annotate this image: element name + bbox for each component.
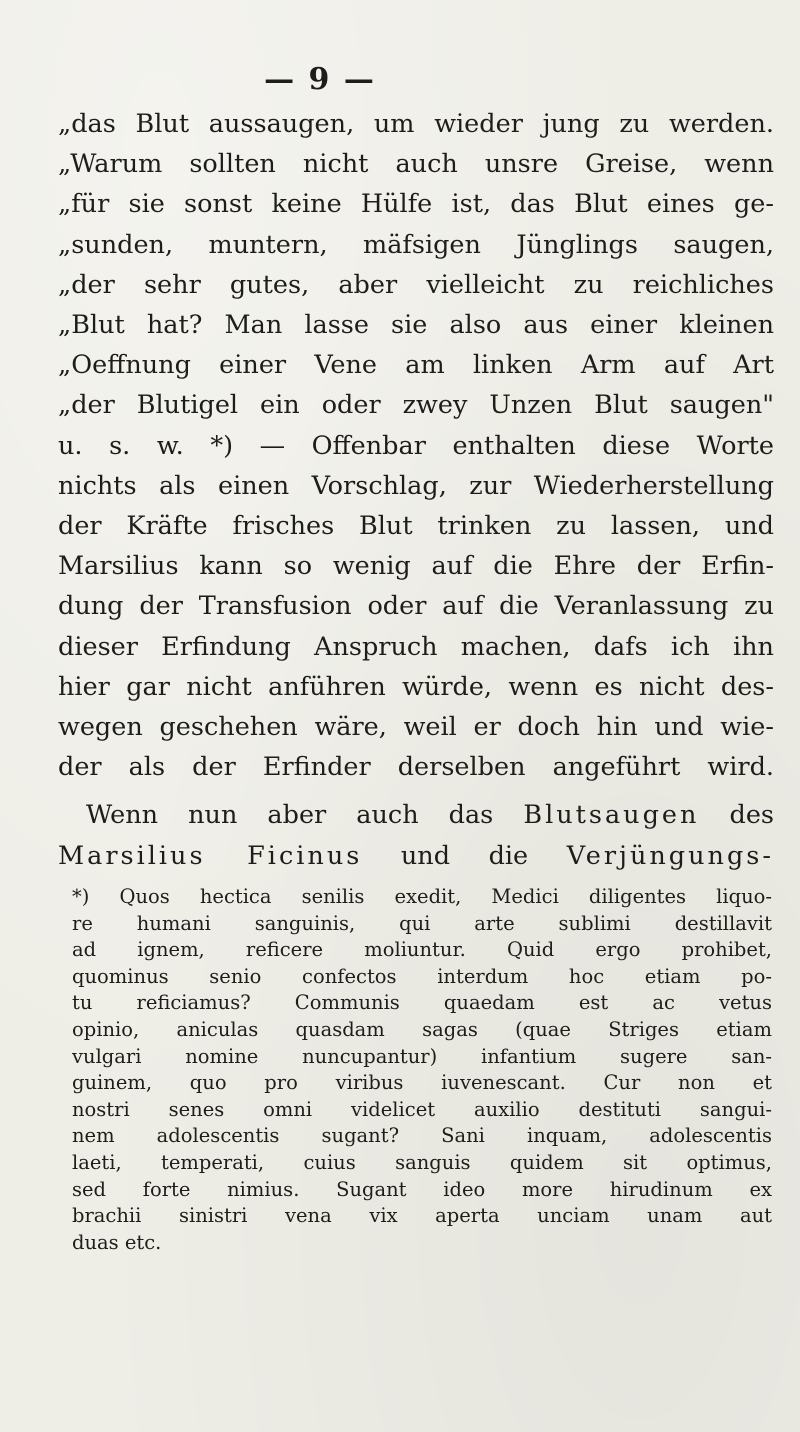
emphasis-marsilius-ficinus: Marsilius Ficinus xyxy=(58,840,363,871)
footnote xyxy=(72,884,772,1256)
text-line: u. s. w. *) — Offenbar enthalten diese Worte xyxy=(58,430,774,461)
footnote-line: nostri senes omni videlicet auxilio destituti sangui- xyxy=(72,1097,772,1121)
text-line: Marsilius kann so wenig auf die Ehre der Erfin- xyxy=(58,551,774,582)
text-line: „der Blutigel ein oder zwey Unzen Blut saugen" xyxy=(58,390,774,421)
footnote-line: duas etc. xyxy=(72,1230,162,1254)
text-line: „Blut hat? Man lasse sie also aus einer kleinen xyxy=(58,310,774,341)
text-line: der Kräfte frisches Blut trinken zu lassen, und xyxy=(58,511,774,542)
paragraph2-line1 xyxy=(58,795,774,835)
page-number: — 9 — xyxy=(264,62,376,97)
text-line: „Warum sollten nicht auch unsre Greise, wenn xyxy=(58,149,774,180)
text-line: „für sie sonst keine Hülfe ist, das Blut eines ge- xyxy=(58,189,774,220)
footnote-line: opinio, aniculas quasdam sagas (quae Striges etiam xyxy=(72,1017,772,1041)
footnote-line: tu reficiamus? Communis quaedam est ac vetus xyxy=(72,991,772,1015)
paragraph2-line2 xyxy=(58,836,774,876)
text-line: dung der Transfusion oder auf die Veranlassung zu xyxy=(58,591,774,622)
footnote-line: guinem, quo pro viribus iuvenescant. Cur non et xyxy=(72,1071,772,1095)
footnote-line: brachii sinistri vena vix aperta unciam unam aut xyxy=(72,1204,772,1228)
text-line: „Oeffnung einer Vene am linken Arm auf Art xyxy=(58,350,774,381)
footnote-line: laeti, temperati, cuius sanguis quidem sit optimus, xyxy=(72,1150,772,1174)
text-line: hier gar nicht anführen würde, wenn es nicht des- xyxy=(58,671,774,702)
emphasis-blutsaugen: Blutsaugen xyxy=(523,800,700,831)
text-line: „das Blut aussaugen, um wieder jung zu werden. xyxy=(58,109,774,139)
paragraph2-line1-end: des xyxy=(699,800,774,831)
emphasis-verjuengungs: Verjüngungs- xyxy=(566,840,774,871)
footnote-line: re humani sanguinis, qui arte sublimi destillavit xyxy=(72,911,772,935)
footnote-line: quominus senio confectos interdum hoc etiam po- xyxy=(72,964,772,988)
text-line: dieser Erfindung Anspruch machen, dafs ich ihn xyxy=(58,631,774,662)
footnote-line: ad ignem, reficere moliuntur. Quid ergo prohibet, xyxy=(72,938,772,962)
footnote-line: *) Quos hectica senilis exedit, Medici diligentes liquo- xyxy=(72,885,772,908)
main-text xyxy=(58,104,774,876)
text-line: wegen geschehen wäre, weil er doch hin und wie- xyxy=(58,712,774,743)
footnote-line: vulgari nomine nuncupantur) infantium sugere san- xyxy=(72,1044,772,1068)
text-line: „sunden, muntern, mäfsigen Jünglings saugen, xyxy=(58,229,774,260)
text-line: der als der Erfinder derselben angeführt wird. xyxy=(58,752,774,783)
paragraph2-line2-middle: und die xyxy=(362,840,567,871)
text-line: nichts als einen Vorschlag, zur Wiederherstellung xyxy=(58,470,774,501)
footnote-line: nem adolescentis sugant? Sani inquam, adolescentis xyxy=(72,1124,772,1148)
paragraph2-line1-start: Wenn nun aber auch das xyxy=(86,800,524,831)
text-line: „der sehr gutes, aber vielleicht zu reichliches xyxy=(58,269,774,300)
footnote-line: sed forte nimius. Sugant ideo more hirudinum ex xyxy=(72,1177,772,1201)
